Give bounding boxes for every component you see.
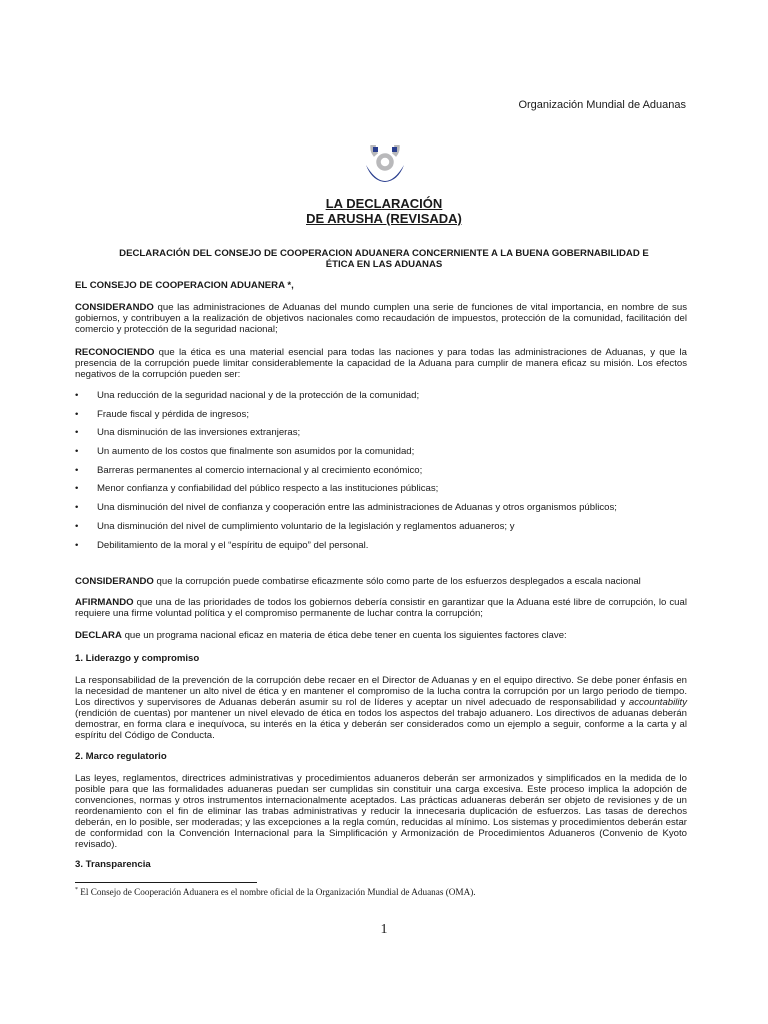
list-item-text: Una disminución del nivel de cumplimiento voluntario de la legislación y reglamentos aduaneros; y [97, 520, 515, 532]
section-1-italic: accountability [628, 697, 687, 708]
list-item [75, 390, 687, 409]
affirming-paragraph [75, 597, 687, 619]
footnote-mark: * [75, 887, 78, 893]
section-2-paragraph: Las leyes, reglamentos, directrices administrativas y procedimientos aduaneros deberán ser armonizados y simplificados en la medida de lo posible para que las formalidades aduaneras puedan ser cumplidas sin constituir una carga excesiva. Este proceso implica la adopción de convenciones, normas y otros instrumentos internacionalmente aceptados. Las prácticas aduaneras deberán ser objeto de revisiones y de un reordenamiento con el fin de eliminar las trabas administrativas y reducir la innecesaria duplicación de esfuerzos. Las tasas de derechos deberán, en lo posible, ser moderadas; y las excepciones a la regla común, reducidas al mínimo. Los sistemas y procedimientos deberán estar de conformidad con la Convención Internacional para la Simplificación y Armonización de Procedimientos Aduaneros (Convenio de Kyoto revisado). [75, 773, 687, 850]
list-item-text: Un aumento de los costos que finalmente son asumidos por la comunidad; [97, 446, 415, 458]
list-item [75, 427, 687, 446]
organization-name: Organización Mundial de Aduanas [518, 99, 686, 111]
declares-text: que un programa nacional eficaz en materia de ética debe tener en cuenta los siguientes factores clave: [121, 630, 567, 641]
document-title [0, 196, 768, 226]
bullet-icon: • [75, 539, 79, 551]
page-number: 1 [380, 922, 388, 937]
considering-lead: CONSIDERANDO [75, 576, 154, 587]
list-item-text: Barreras permanentes al comercio internacional y al crecimiento económico; [97, 464, 423, 476]
recognizing-paragraph [75, 347, 687, 380]
considering-paragraph-2 [75, 576, 687, 587]
list-item-text: Una disminución del nivel de confianza y cooperación entre las administraciones de Aduanas y otros organismos públicos; [97, 502, 617, 514]
list-item [75, 502, 687, 521]
list-item-text: Una reducción de la seguridad nacional y de la protección de la comunidad; [97, 390, 420, 401]
bullet-icon: • [75, 427, 79, 439]
bullet-icon: • [75, 464, 79, 476]
list-item [75, 409, 687, 428]
bullet-icon: • [75, 483, 79, 495]
list-item-text: Debilitamiento de la moral y el “espíritu de equipo” del personal. [97, 539, 369, 551]
section-1-text-b: (rendición de cuentas) por mantener un nivel elevado de ética en todos los aspectos del trabajo aduanero. Los directivos de aduanas deberán demostrar, en forma clara e inequívoca, su interés en la ética y deberán ser considerados como un ejemplo a seguir, conforme a la carta y al espíritu del Código de Conducta. [75, 708, 687, 741]
bullet-icon: • [75, 520, 79, 532]
footnote-text: El Consejo de Cooperación Aduanera es el nombre oficial de la Organización Mundial de Aduanas (OMA). [78, 887, 476, 898]
considering-paragraph-1 [75, 302, 687, 335]
list-item-text: Menor confianza y confiabilidad del público respecto a las instituciones públicas; [97, 483, 439, 495]
considering-text: que la corrupción puede combatirse eficazmente sólo como parte de los esfuerzos desplegados a escala nacional [153, 576, 641, 587]
affirming-lead: AFIRMANDO [75, 597, 134, 608]
footnote-divider [75, 882, 257, 883]
list-item [75, 540, 687, 559]
bullet-icon: • [75, 390, 79, 401]
list-item-text: Una disminución de las inversiones extranjeras; [97, 427, 301, 439]
list-item-text: Fraude fiscal y pérdida de ingresos; [97, 408, 249, 420]
affirming-text: que una de las prioridades de todos los gobiernos debería consistir en garantizar que la Aduana esté libre de corrupción, lo cual requiere una firme voluntad política y el compromiso permanente de luchar contra la corrupción; [75, 597, 687, 619]
bullet-icon: • [75, 408, 79, 420]
wco-logo-icon [362, 145, 408, 189]
bullet-icon: • [75, 502, 79, 514]
recognizing-text: que la ética es una material esencial para todas las naciones y para todas las administraciones de Aduanas, y que la presencia de la corrupción puede limitar considerablemente la capacidad de la Aduana para cumplir de manera eficaz su misión. Los efectos negativos de la corrupción pueden ser: [75, 347, 687, 380]
declares-paragraph [75, 630, 687, 641]
title-line-1: LA DECLARACIÓN [325, 196, 443, 211]
section-1-text-a: La responsabilidad de la prevención de la corrupción debe recaer en el Director de Aduanas y en el equipo directivo. Se debe poner énfasis en la necesidad de mantener un alto nivel de ética y en mantener el compromiso de la lucha contra la corrupción por un largo periodo de tiempo. Los directivos y supervisores de Aduanas deberán asumir su rol de líderes y aceptar un nivel adecuado de responsabilidad y [75, 675, 687, 708]
title-line-2: DE ARUSHA (REVISADA) [306, 211, 462, 226]
footnote [75, 887, 476, 897]
bullet-icon: • [75, 446, 79, 458]
list-item [75, 483, 687, 502]
declares-lead: DECLARA [75, 630, 122, 641]
recognizing-lead: RECONOCIENDO [75, 347, 155, 358]
considering-text: que las administraciones de Aduanas del mundo cumplen una serie de funciones de vital importancia, en nombre de sus gobiernos, y contribuyen a la realización de objetivos nacionales como recaudación de impuestos, protección de la comunidad, facilitación del comercio y protección de la seguridad nacional; [75, 302, 687, 335]
section-2-heading: 2. Marco regulatorio [75, 751, 167, 762]
council-heading: EL CONSEJO DE COOPERACION ADUANERA *, [75, 280, 294, 291]
document-subtitle [84, 248, 684, 270]
section-1-heading: 1. Liderazgo y compromiso [75, 653, 200, 664]
subtitle-line-2: ÉTICA EN LAS ADUANAS [325, 259, 443, 270]
considering-lead: CONSIDERANDO [75, 302, 154, 313]
section-1-paragraph [75, 675, 687, 741]
section-3-heading: 3. Transparencia [75, 859, 151, 870]
corruption-effects-list [75, 390, 687, 558]
list-item [75, 446, 687, 465]
list-item [75, 521, 687, 540]
list-item [75, 465, 687, 484]
subtitle-line-1: DECLARACIÓN DEL CONSEJO DE COOPERACION ADUANERA CONCERNIENTE A LA BUENA GOBERNABILIDAD E [119, 248, 649, 259]
